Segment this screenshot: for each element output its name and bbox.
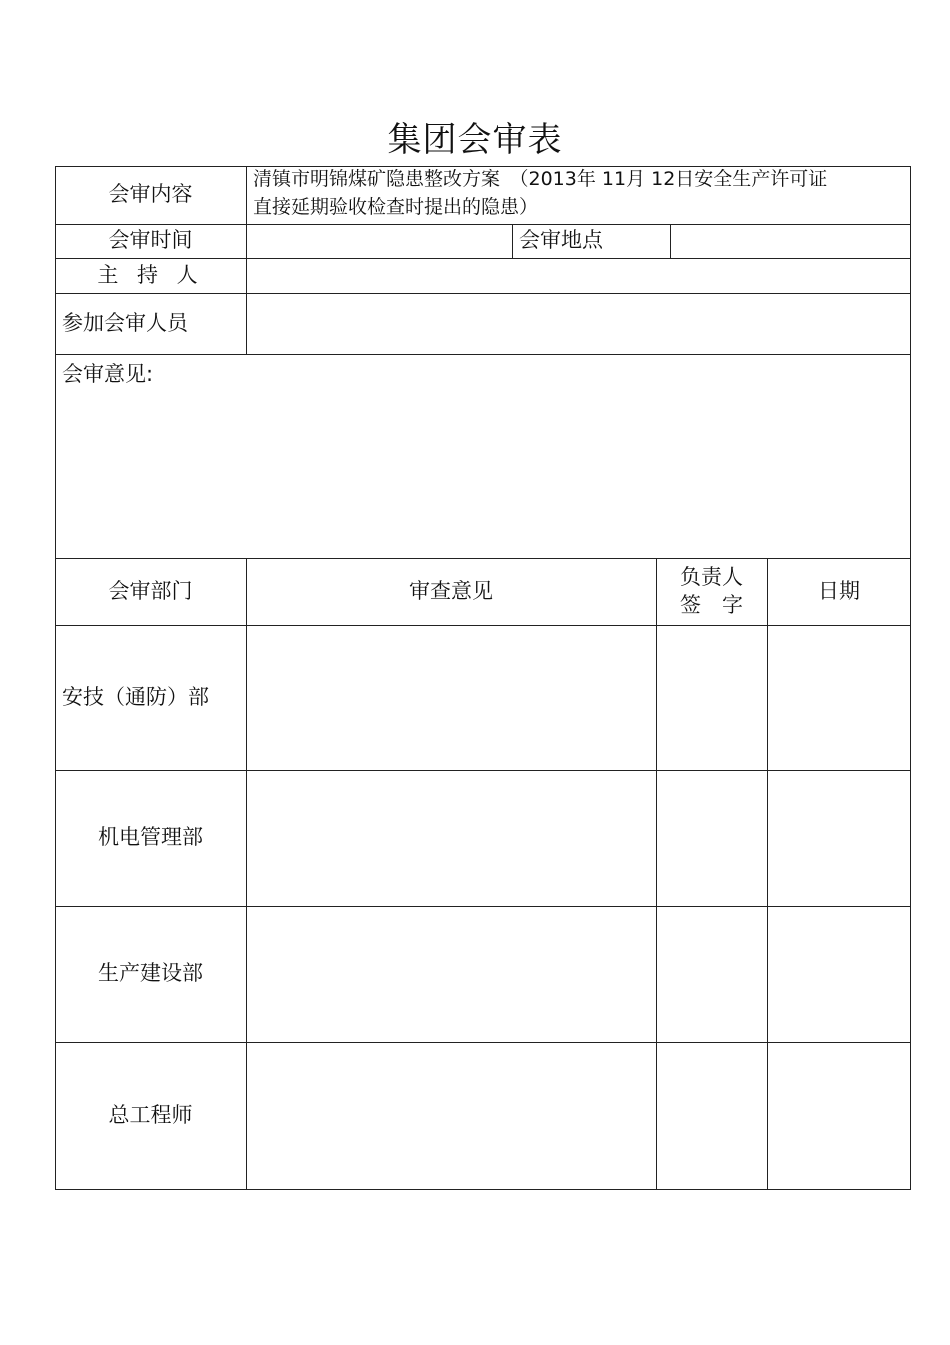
content-value-line2: 直接延期验收检查时提出的隐患）	[253, 196, 539, 218]
host-field[interactable]	[247, 259, 910, 293]
department-signer-field[interactable]	[657, 771, 767, 906]
department-name: 安技（通防）部	[62, 684, 209, 709]
department-name: 生产建设部	[98, 961, 203, 986]
time-label: 会审时间	[108, 228, 193, 253]
department-name: 总工程师	[108, 1103, 193, 1128]
time-field[interactable]	[247, 225, 512, 258]
participants-label: 参加会审人员	[62, 310, 188, 335]
department-date-field[interactable]	[768, 907, 910, 1042]
department-date-field[interactable]	[768, 771, 910, 906]
department-name: 机电管理部	[98, 825, 203, 850]
opinion-header: 审查意见	[409, 578, 493, 603]
host-label: 主 持 人	[97, 262, 204, 287]
department-date-field[interactable]	[768, 1043, 910, 1189]
date-header: 日期	[818, 578, 860, 603]
department-opinion-field[interactable]	[247, 907, 656, 1042]
place-field[interactable]	[671, 225, 910, 258]
opinion-label: 会审意见:	[62, 362, 154, 386]
department-date-field[interactable]	[768, 626, 910, 770]
department-signer-field[interactable]	[657, 626, 767, 770]
place-label: 会审地点	[519, 228, 603, 253]
signer-header-line2: 签 字	[680, 592, 743, 617]
signer-header-line1: 负责人	[680, 565, 743, 590]
department-opinion-field[interactable]	[247, 626, 656, 770]
content-value-line1: 清镇市明锦煤矿隐患整改方案 （2013年 11月 12日安全生产许可证	[253, 168, 828, 190]
opinion-area[interactable]	[56, 355, 910, 558]
content-label: 会审内容	[108, 182, 193, 207]
department-opinion-field[interactable]	[247, 1043, 656, 1189]
department-header: 会审部门	[108, 578, 193, 603]
content-value[interactable]	[247, 167, 910, 224]
department-signer-field[interactable]	[657, 1043, 767, 1189]
participants-field[interactable]	[247, 294, 910, 354]
department-opinion-field[interactable]	[247, 771, 656, 906]
form-title: 集团会审表	[387, 120, 563, 160]
signer-header	[656, 558, 767, 625]
department-signer-field[interactable]	[657, 907, 767, 1042]
